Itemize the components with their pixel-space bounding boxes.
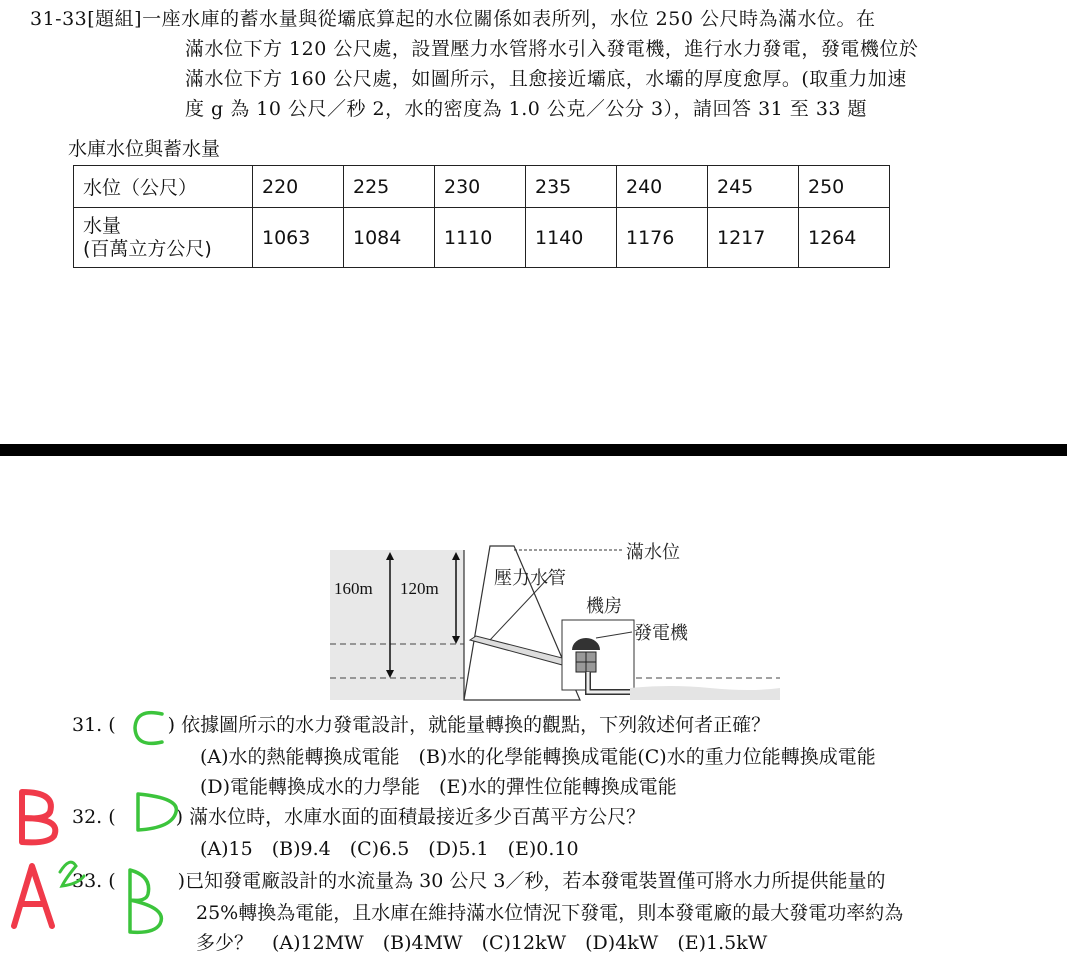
label-160m: 160m <box>334 579 373 598</box>
table-cell: 1264 <box>799 208 890 268</box>
table-caption: 水庫水位與蓄水量 <box>68 138 221 160</box>
dam-diagram <box>330 536 780 708</box>
q31-stem: ) 依據圖所示的水力發電設計，就能量轉換的觀點，下列敘述何者正確？ <box>167 714 771 736</box>
table-cell: 1176 <box>617 208 708 268</box>
table-row <box>74 166 890 208</box>
problem-intro <box>30 4 1055 124</box>
label-generator: 發電機 <box>634 623 688 644</box>
table-cell: 235 <box>526 166 617 208</box>
hand-b-q32-red <box>22 792 55 842</box>
hand-b-q33 <box>130 870 161 932</box>
table-cell: 225 <box>344 166 435 208</box>
q32-number: 32. ( <box>72 806 116 828</box>
q32-options: (A)15 (B)9.4 (C)6.5 (D)5.1 (E)0.10 <box>200 838 579 860</box>
label-full-level: 滿水位 <box>626 542 680 563</box>
row-label-level: 水位（公尺） <box>74 166 253 208</box>
powerhouse <box>562 620 634 690</box>
q33-options-1: 25%轉換為電能，且水庫在維持滿水位情況下發電，則本發電廠的最大發電功率約為 <box>196 902 904 924</box>
table-cell: 250 <box>799 166 890 208</box>
label-penstock: 壓力水管 <box>494 568 566 589</box>
label-powerhouse: 機房 <box>586 596 622 617</box>
row-label-volume <box>74 208 253 268</box>
table-cell: 1140 <box>526 208 617 268</box>
row-label-volume-a: 水量 <box>83 214 122 237</box>
q32-stem: ) 滿水位時，水庫水面的面積最接近多少百萬平方公尺？ <box>175 806 646 828</box>
q31-options-1: (A)水的熱能轉換成電能 (B)水的化學能轉換成電能(C)水的重力位能轉換成電能 <box>200 746 876 768</box>
hand-q-mark <box>60 862 84 886</box>
hand-c-q31 <box>135 713 162 744</box>
table-cell: 1110 <box>435 208 526 268</box>
label-120m: 120m <box>400 579 439 598</box>
water-level-table <box>73 165 890 268</box>
table-cell: 1063 <box>253 208 344 268</box>
intro-line-1: 31-33[題組]一座水庫的蓄水量與從壩底算起的水位關係如表所列，水位 250 公尺時為滿水位。在 <box>30 8 876 30</box>
table-cell: 245 <box>708 166 799 208</box>
hand-a-q33-red <box>14 866 52 926</box>
q33-options-2: 多少？ (A)12MW (B)4MW (C)12kW (D)4kW (E)1.5kW <box>196 932 768 954</box>
q31-number: 31. ( <box>72 714 116 736</box>
table-cell: 1217 <box>708 208 799 268</box>
table-cell: 230 <box>435 166 526 208</box>
page-divider <box>0 444 1067 456</box>
table-cell: 1084 <box>344 208 435 268</box>
intro-line-3: 滿水位下方 160 公尺處，如圖所示，且愈接近壩底，水壩的厚度愈厚。(取重力加速 <box>185 68 907 90</box>
hand-d-q32 <box>138 794 176 830</box>
q31-options-2: (D)電能轉換成水的力學能 (E)水的彈性位能轉換成電能 <box>200 776 677 798</box>
q33-stem: )已知發電廠設計的水流量為 30 公尺 3／秒，若本發電裝置僅可將水力所提供能量的 <box>177 870 886 892</box>
q33-number: 33. ( <box>72 870 116 892</box>
intro-line-2: 滿水位下方 120 公尺處，設置壓力水管將水引入發電機，進行水力發電，發電機位於 <box>185 38 919 60</box>
table-cell: 220 <box>253 166 344 208</box>
handwritten-answers <box>0 700 200 958</box>
table-cell: 240 <box>617 166 708 208</box>
table-row <box>74 208 890 268</box>
intro-line-4: 度 g 為 10 公尺／秒 2，水的密度為 1.0 公克／公分 3），請回答 31 至 33 題 <box>185 98 868 120</box>
row-label-volume-b: (百萬立方公尺) <box>83 237 212 260</box>
